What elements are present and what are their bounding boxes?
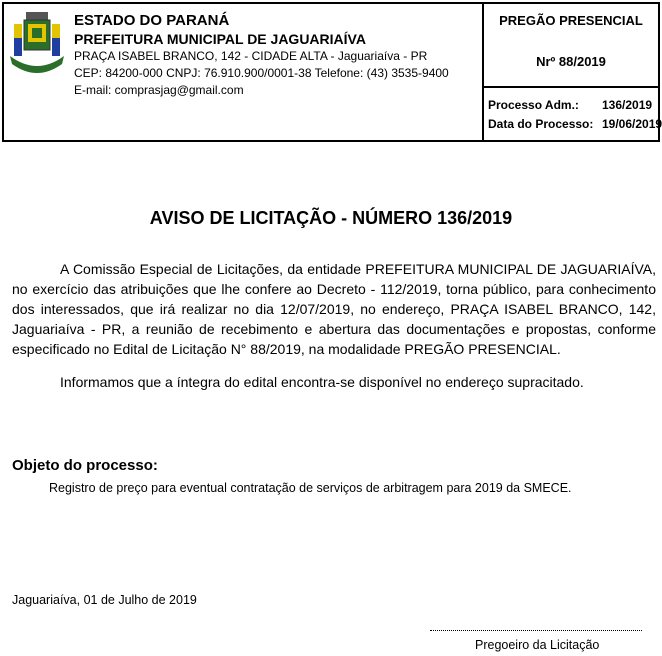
modality: PREGÃO PRESENCIAL: [499, 13, 643, 28]
process-row: [488, 98, 653, 112]
signature-line: [430, 630, 642, 631]
email: E-mail: comprasjag@gmail.com: [74, 83, 244, 97]
date-label: Data do Processo:: [488, 117, 594, 131]
object-heading: Objeto do processo:: [12, 457, 158, 474]
process-value: 136/2019: [602, 98, 653, 112]
address: PRAÇA ISABEL BRANCO, 142 - CIDADE ALTA - Jaguariaíva - PR: [74, 49, 428, 63]
process-label: Processo Adm.:: [488, 98, 579, 112]
header-left-box: [4, 4, 484, 140]
place-date: Jaguariaíva, 01 de Julho de 2019: [12, 593, 197, 607]
municipality-name: PREFEITURA MUNICIPAL DE JAGUARIAÍVA: [74, 31, 366, 47]
pregao-number: Nrº 88/2019: [536, 54, 606, 69]
date-row: [488, 117, 662, 131]
coat-of-arms-icon: [8, 10, 66, 82]
contact-info: CEP: 84200-000 CNPJ: 76.910.900/0001-38 Telefone: (43) 3535-9400: [74, 66, 449, 80]
main-paragraph: A Comissão Especial de Licitações, da entidade PREFEITURA MUNICIPAL DE JAGUARIAÍVA, no exercício das atribuições que lhe confere ao Decreto - 112/2019, torna público, para conhecimento dos interessados, que irá realizar no dia 12/07/2019, no endereço, PRAÇA ISABEL BRANCO, 142, Jaguariaíva - PR, a reunião de recebimento e abertura das documentações e propostas, conforme especificado no Edital de Licitação N° 88/2019, na modalidade PREGÃO PRESENCIAL.: [12, 261, 656, 357]
notice-title: AVISO DE LICITAÇÃO - NÚMERO 136/2019: [149, 208, 513, 228]
date-value: 19/06/2019: [602, 117, 662, 131]
state-name: ESTADO DO PARANÁ: [74, 12, 230, 29]
object-text: Registro de preço para eventual contratação de serviços de arbitragem para 2019 da SMECE.: [49, 481, 572, 495]
document-header: [2, 2, 660, 142]
info-paragraph: Informamos que a íntegra do edital encontra-se disponível no endereço supracitado.: [60, 374, 584, 390]
header-right-box: [484, 4, 662, 140]
signature-label: Pregoeiro da Licitação: [475, 638, 600, 652]
